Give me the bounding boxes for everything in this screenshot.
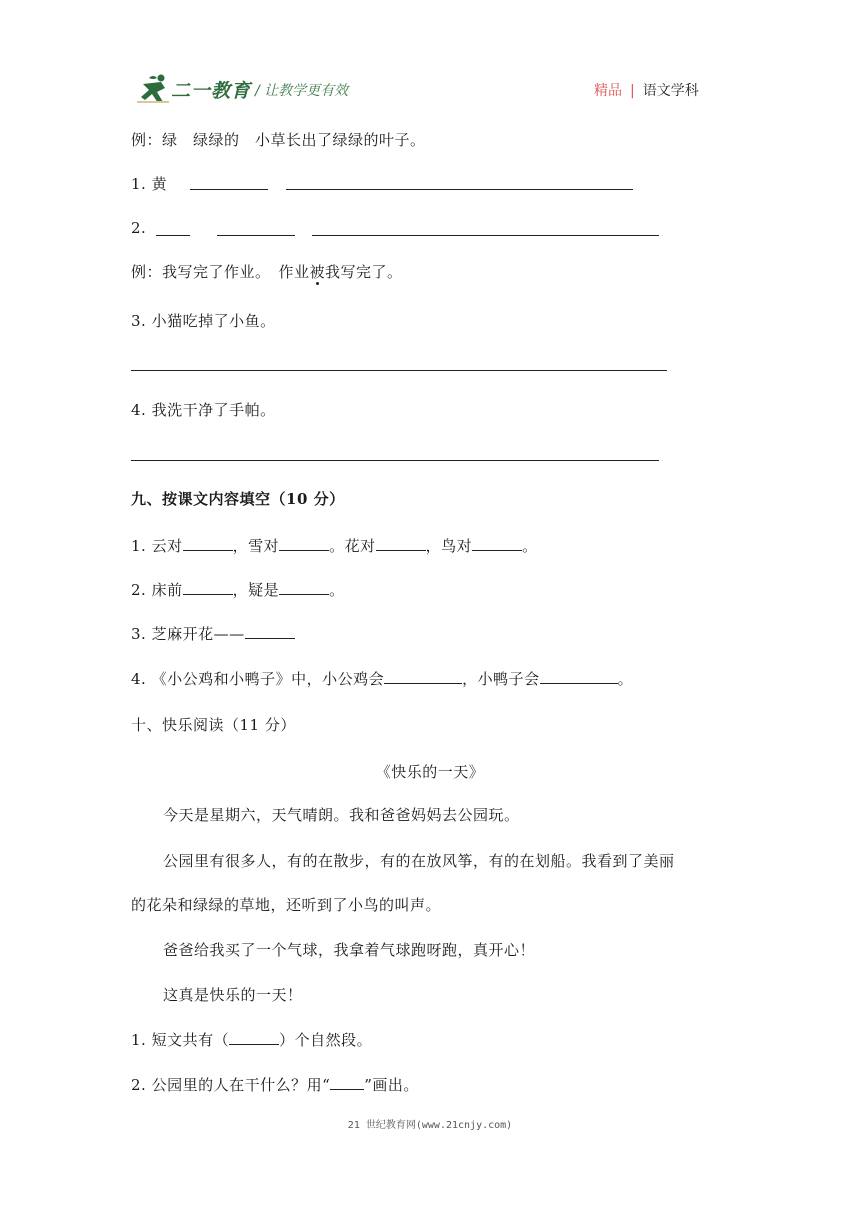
answer-line-2b[interactable] xyxy=(217,235,295,236)
s9-q1-blank4[interactable] xyxy=(472,535,522,551)
answer-line-1a[interactable] xyxy=(190,189,268,190)
answer-line-2a[interactable] xyxy=(156,235,190,236)
s9-q4-blank1[interactable] xyxy=(384,668,462,684)
s9-q2-blank1[interactable] xyxy=(183,579,233,595)
example-sentence-1: 例：绿 绿绿的 小草长出了绿绿的叶子。 xyxy=(131,131,426,149)
example-sentence-2 xyxy=(131,261,403,282)
item-1-label: 1. 黄 xyxy=(131,175,168,193)
s9-question-4 xyxy=(131,668,633,689)
s9-q1-blank3[interactable] xyxy=(376,535,426,551)
s9-q1-part1: 1. 云对 xyxy=(131,537,183,555)
s10-q2-part2: ”画出。 xyxy=(364,1076,419,1094)
item-2-label: 2. xyxy=(131,219,147,237)
s9-q3-text: 3. 芝麻开花—— xyxy=(131,625,245,643)
s9-q4-blank2[interactable] xyxy=(540,668,618,684)
item-4: 4. 我洗干净了手帕。 xyxy=(131,401,276,419)
s9-q2-part2: ，疑是 xyxy=(232,581,280,599)
passage-paragraph-2-line-2: 的花朵和绿绿的草地，还听到了小鸟的叫声。 xyxy=(131,896,442,914)
s9-q1-blank1[interactable] xyxy=(183,535,233,551)
passage-paragraph-2-line-1: 公园里有很多人，有的在散步，有的在放风筝，有的在划船。我看到了美丽 xyxy=(163,852,675,870)
example-2-before: 例：我写完了作业。 作业 xyxy=(131,263,310,281)
s10-q1-part2: ）个自然段。 xyxy=(279,1031,373,1049)
answer-line-3[interactable] xyxy=(131,370,667,371)
s9-q2-part3: 。 xyxy=(329,581,345,599)
s9-question-3 xyxy=(131,623,295,644)
section-9-title: 九、按课文内容填空（10 分） xyxy=(131,490,345,508)
s9-q1-part4: ，鸟对 xyxy=(425,537,473,555)
s9-q1-part3: 。花对 xyxy=(329,537,376,555)
s10-q1-part1: 1. 短文共有（ xyxy=(131,1031,230,1049)
logo-text: 二一教育 xyxy=(171,80,252,102)
answer-line-4[interactable] xyxy=(131,460,659,461)
s9-q4-part2: ，小鸭子会 xyxy=(462,670,540,688)
passage-paragraph-4: 这真是快乐的一天！ xyxy=(163,986,303,1004)
s9-q2-blank2[interactable] xyxy=(279,579,329,595)
s9-question-2 xyxy=(131,579,345,600)
s9-q1-blank2[interactable] xyxy=(279,535,329,551)
header-slogan: / 让教学更有效 xyxy=(255,83,349,99)
s9-q1-part5: 。 xyxy=(522,537,538,555)
s10-q2-part1: 2. 公园里的人在干什么？用“ xyxy=(131,1076,331,1094)
passage-title: 《快乐的一天》 xyxy=(375,763,485,781)
section-10-title: 十、快乐阅读（11 分） xyxy=(131,716,296,734)
answer-line-1b[interactable] xyxy=(286,189,633,190)
s9-q2-part1: 2. 床前 xyxy=(131,581,183,599)
example-2-after: 我写完了。 xyxy=(325,263,403,281)
example-2-dot-char: 被 xyxy=(309,263,326,281)
s10-q2-underline-sample xyxy=(330,1074,364,1090)
s9-question-1 xyxy=(131,535,538,556)
header-subject xyxy=(594,80,699,100)
item-3: 3. 小猫吃掉了小鱼。 xyxy=(131,312,276,330)
page-footer: 21 世纪教育网(www.21cnjy.com) xyxy=(347,1120,513,1131)
header-badge: 精品 xyxy=(594,83,622,99)
passage-paragraph-1: 今天是星期六，天气晴朗。我和爸爸妈妈去公园玩。 xyxy=(163,806,520,824)
s10-q1-blank[interactable] xyxy=(229,1029,279,1045)
s9-q3-blank[interactable] xyxy=(245,623,295,639)
answer-line-2c[interactable] xyxy=(312,235,659,236)
passage-paragraph-3: 爸爸给我买了一个气球，我拿着气球跑呀跑，真开心！ xyxy=(163,941,536,959)
header-separator: | xyxy=(630,83,635,99)
s10-question-2 xyxy=(131,1074,419,1095)
s9-q4-part1: 4. 《小公鸡和小鸭子》中，小公鸡会 xyxy=(131,670,385,688)
s9-q4-part3: 。 xyxy=(617,670,634,688)
s10-question-1 xyxy=(131,1029,372,1050)
header-subject-label: 语文学科 xyxy=(642,83,699,99)
s9-q1-part2: ，雪对 xyxy=(232,537,280,555)
